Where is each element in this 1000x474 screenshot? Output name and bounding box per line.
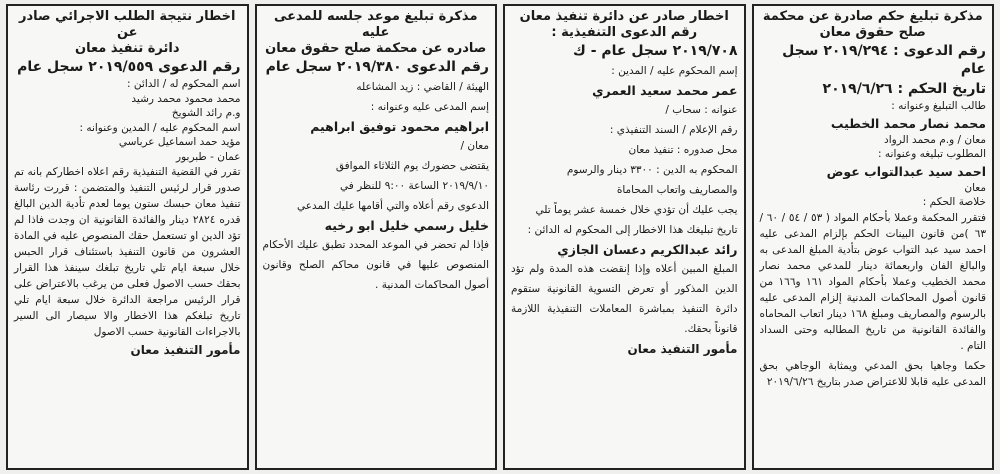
defendant-address: معان / <box>460 140 489 152</box>
hearing-day: يقتضى حضورك يوم الثلاثاء الموافق <box>335 160 489 172</box>
case-number: رقم الدعوى ٢٠١٩/٣٨٠ سجل عام <box>265 59 489 75</box>
plaintiff-label: الدعوى رقم أعلاه والتي أقامها عليك المدعي <box>297 200 489 212</box>
creditor-name: محمد محمود محمد رشيد <box>131 92 241 105</box>
case-number: ٢٠١٩/٧٠٨ سجل عام - ك <box>572 43 738 59</box>
decision-body: تقرر في القضية التنفيذية رقم اعلاه اخطاركم بانه تم صدور قرار لرئيس التنفيذ والمتضمن : قررت رئاسة تنفيذ معان حبسك ستون يوما لعدم تأدية الدين البالغ قدره ٢٨٢٤ دينار والفائدة القانونية ان وجدت فاذا لم تؤد الدين او تستعمل حقك المنصوص عليه في المادة العشرون من قانون التنفيذ باستئناف قرار الحبس خلال سبعة ايام تلي تاريخ تبلغك سينفذ هذا القرار بحقك حسب الاصول فعلى من يرغب بالاعتراض على قرار الرئيس مراجعة الدائرة خلال سبعة ايام تلي تاريخ تبلغكم هذا الاخطار والا سيصار الى السير بالاجراءات القانونية حسب الاصول <box>14 166 241 338</box>
court-name: صلح حقوق معان <box>819 25 926 40</box>
debtor-address: عنوانه : سحاب / <box>665 104 738 116</box>
defendant-name: ابراهيم محمود توفيق ابراهيم <box>310 119 489 134</box>
notice-title: مذكرة تبليغ موعد جلسه للمدعى عليه <box>274 9 478 40</box>
notified-name: احمد سيد عبدالتواب عوض <box>826 163 986 179</box>
plaintiff-name: خليل رسمي خليل ابو رخيه <box>324 218 489 233</box>
creditor-name: رائد عبدالكريم دعسان الجازي <box>557 242 738 257</box>
hearing-time: ٢٠١٩/٩/١٠ الساعة ٩:٠٠ للنظر في <box>340 180 489 192</box>
notice-execution-debt <box>503 4 746 470</box>
debtor-name: مؤيد حمد اسماعيل عرباسي <box>118 136 241 148</box>
notified-address: معان <box>964 181 986 194</box>
debtor-name: عمر محمد سعيد العمري <box>592 83 738 98</box>
notified-label: المطلوب تبليغه وعنوانه : <box>878 148 986 160</box>
debt-amount: المحكوم به الدين : ٣٣٠٠ دينار والرسوم <box>566 164 738 176</box>
hearing-warning: فإذا لم تحضر في الموعد المحدد تطبق عليك الأحكام المنصوص عليها في قانون محاكم الصلح وقانون أصول المحاكمات المدنية . <box>262 239 489 291</box>
debtor-label: إسم المحكوم عليه / المدين : <box>611 65 738 77</box>
payment-instruction: يجب عليك أن تؤدي خلال خمسة عشر يوماً تلي <box>535 204 738 216</box>
debtor-address: عمان - طبربور <box>176 150 241 163</box>
notice-judgment-notification <box>752 4 995 470</box>
case-number: رقم الدعوى ٢٠١٩/٥٥٩ سجل عام <box>17 59 241 75</box>
case-number: رقم الدعوى : ٢٠١٩/٢٩٤ سجل عام <box>782 43 986 77</box>
notice-title: مذكرة تبليغ حكم صادرة عن محكمة <box>762 9 983 24</box>
case-label: رقم الدعوى التنفيذية : <box>551 25 698 40</box>
requester-name: محمد نصار محمد الخطيب <box>830 115 986 131</box>
department-name: دائرة تنفيذ معان <box>74 41 180 56</box>
signature: مأمور التنفيذ معان <box>627 342 738 356</box>
judge-name: الهيئة / القاضي : زيد المشاعله <box>356 81 489 93</box>
notice-title: اخطار نتيجة الطلب الاجرائي صادر عن <box>19 9 236 40</box>
execution-body: المبلغ المبين أعلاه وإذا إنقضت هذه المدة ولم تؤد الدين المذكور أو تعرض التسوية القانونية ستقوم دائرة التنفيذ بمباشرة المعاملات التنفيذية اللازمة قانوناً بحقك. <box>511 263 738 335</box>
judgment-closing: حكما وجاهيا بحق المدعي ويمثابة الوجاهي بحق المدعى عليه قابلا للاعتراض صدر بتاريخ ٢٠١٩/٦/٢٦ <box>759 359 986 388</box>
judgment-summary: فتقرر المحكمة وعملا بأحكام المواد ( ٥٣ / ٥٤ / ٦٠ / ٦٣ )من قانون البينات الحكم بإلزام المدعى عليه احمد سيد عبد التواب عوض بتأدية المبلغ المدعى به والبالغ الفان واربعمائة دينار للمدعي محمد نصار محمد الخطيب وعملا بأحكام المواد ١٦١ و١٦٦ من قانون أصول المحاكمات المدنية إلزام المدعى عليه بالرسوم والمصاريف ومبلغ ١٦٨ دينار اتعاب المحاماه والفائدة القانونية من تاريخ المطالبه وحتى السداد التام . <box>759 211 987 352</box>
summary-label: خلاصة الحكم : <box>922 196 986 208</box>
decree-origin: محل صدوره : تنفيذ معان <box>628 144 738 156</box>
court-name: صادره عن محكمة صلح حقوق معان <box>265 41 487 56</box>
creditor-agent: و.م رائد الشويخ <box>171 107 241 119</box>
judgment-date: تاريخ الحكم : ٢٠١٩/٦/٢٦ <box>822 81 986 97</box>
notice-procedural-result <box>6 4 249 470</box>
defendant-label: إسم المدعى عليه وعنوانه : <box>370 101 489 113</box>
debtor-label: اسم المحكوم عليه / المدين وعنوانه : <box>79 121 241 134</box>
debt-fees: والمصاريف واتعاب المحاماة <box>616 184 738 196</box>
signature: مأمور التنفيذ معان <box>130 343 241 357</box>
creditor-label: اسم المحكوم له / الدائن : <box>127 78 241 90</box>
requester-address: معان / و.م محمد الرواد <box>884 133 986 146</box>
decree-number: رقم الإعلام / السند التنفيذي : <box>609 124 738 136</box>
payment-instruction-cont: تاريخ تبليغك هذا الاخطار إلى المحكوم له الدائن : <box>527 224 738 236</box>
requester-label: طالب التبليغ وعنوانه : <box>891 100 986 112</box>
notice-title: اخطار صادر عن دائرة تنفيذ معان <box>519 9 729 24</box>
notice-hearing-date <box>255 4 498 470</box>
